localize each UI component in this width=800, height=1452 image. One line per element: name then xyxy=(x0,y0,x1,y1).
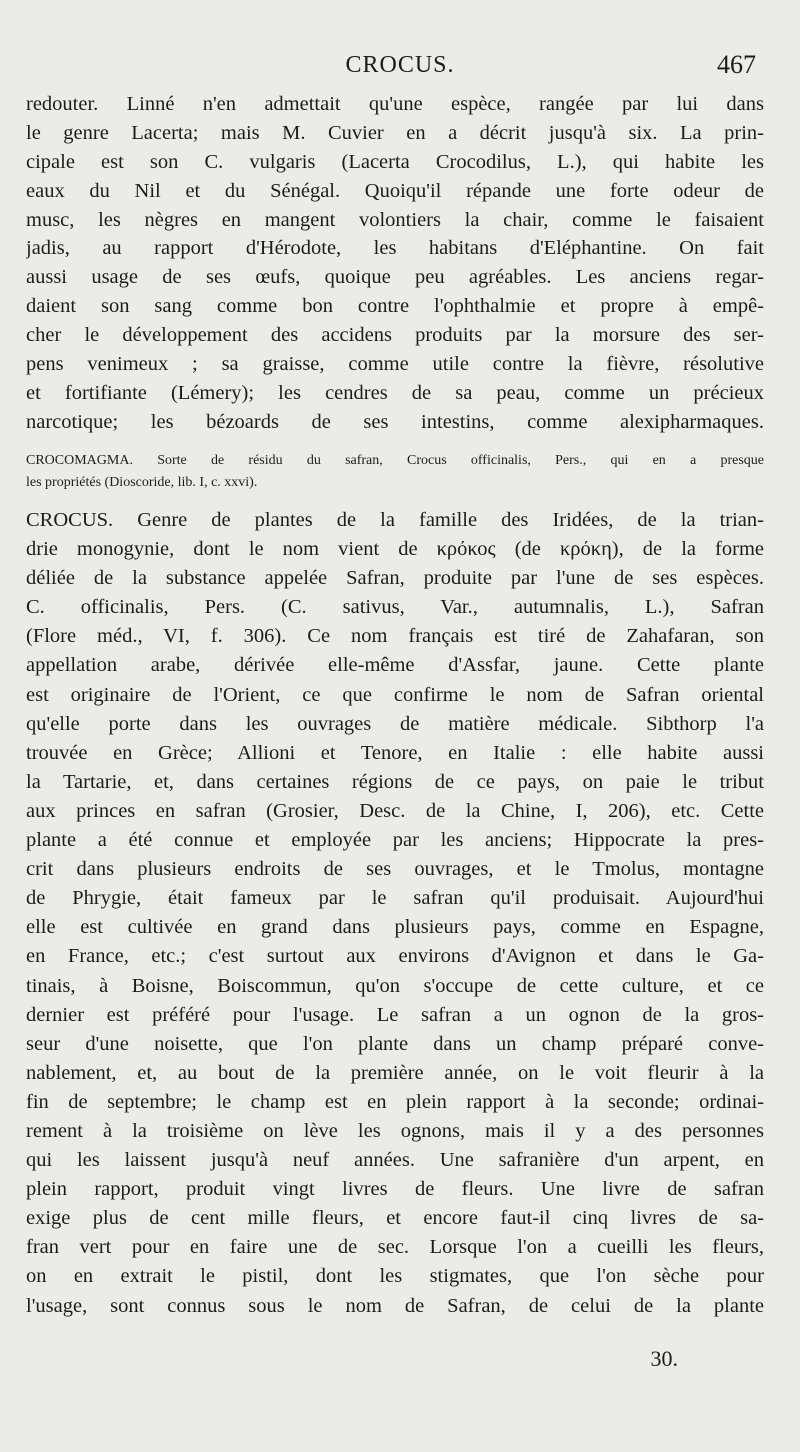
text-line: tinais, à Boisne, Boiscommun, qu'on s'occupe de cette culture, et ce xyxy=(26,974,764,997)
text-line: est originaire de l'Orient, ce que confirme le nom de Safran oriental xyxy=(26,683,764,706)
paragraph-crocodile xyxy=(26,90,764,437)
text-line: redouter. Linné n'en admettait qu'une espèce, rangée par lui dans xyxy=(26,93,764,115)
text-line: cher le développement des accidens produits par la morsure des ser- xyxy=(26,324,764,347)
text-line: trouvée en Grèce; Allioni et Tenore, en Italie : elle habite aussi xyxy=(26,741,764,764)
text-line: la Tartarie, et, dans certaines régions de ce pays, on paie le tribut xyxy=(26,770,764,793)
text-line: rement à la troisième on lève les ognons, mais il y a des personnes xyxy=(26,1119,764,1142)
crocomagma-note xyxy=(26,450,764,494)
text-line: aussi usage de ses œufs, quoique peu agréables. Les anciens regar- xyxy=(26,266,764,289)
text-line: jadis, au rapport d'Hérodote, les habitans d'Eléphantine. On fait xyxy=(26,237,764,260)
page-header xyxy=(0,48,800,88)
text-line: crit dans plusieurs endroits de ses ouvrages, et le Tmolus, montagne xyxy=(26,858,764,881)
text-line: en France, etc.; c'est surtout aux environs d'Avignon et dans le Ga- xyxy=(26,945,764,968)
text-line: et fortifiante (Lémery); les cendres de sa peau, comme un précieux xyxy=(26,381,764,404)
paragraph-crocus xyxy=(26,506,764,1321)
text-line: de Phrygie, était fameux par le safran qu'il produisait. Aujourd'hui xyxy=(26,887,764,910)
text-line: (Flore méd., VI, f. 306). Ce nom français est tiré de Zahafaran, son xyxy=(26,625,764,648)
running-title: CROCUS. xyxy=(345,52,455,78)
text-line: C. officinalis, Pers. (C. sativus, Var., autumnalis, L.), Safran xyxy=(26,596,764,619)
text-line: appellation arabe, dérivée elle-même d'Assfar, jaune. Cette plante xyxy=(26,654,764,677)
text-line: cipale est son C. vulgaris (Lacerta Crocodilus, L.), qui habite les xyxy=(26,150,764,173)
text-line: eaux du Nil et du Sénégal. Quoiqu'il répande une forte odeur de xyxy=(26,179,764,202)
text-line: qui les laissent jusqu'à neuf années. Une safranière d'un arpent, en xyxy=(26,1149,764,1172)
text-line: musc, les nègres en mangent volontiers la chair, comme le faisaient xyxy=(26,208,764,231)
text-line: seur d'une noisette, que l'on plante dans un champ préparé conve- xyxy=(26,1032,764,1055)
text-line: on en extrait le pistil, dont les stigmates, que l'on sèche pour xyxy=(26,1265,764,1288)
text-line: CROCUS. Genre de plantes de la famille des Iridées, de la trian- xyxy=(26,509,764,531)
text-line: nablement, et, au bout de la première année, on le voit fleurir à la xyxy=(26,1061,764,1084)
text-line: drie monogynie, dont le nom vient de κρόκος (de κρόκη), de la forme xyxy=(26,538,764,561)
text-line: déliée de la substance appelée Safran, produite par l'une de ses espèces. xyxy=(26,567,764,590)
text-line: narcotique; les bézoards de ses intestins, comme alexipharmaques. xyxy=(26,410,764,433)
signature-mark: 30. xyxy=(650,1346,678,1371)
text-line: pens venimeux ; sa graisse, comme utile contre la fièvre, résolutive xyxy=(26,353,764,376)
text-line: l'usage, sont connus sous le nom de Safran, de celui de la plante xyxy=(26,1294,764,1317)
note-line: CROCOMAGMA. Sorte de résidu du safran, Crocus officinalis, Pers., qui en a presque xyxy=(26,453,764,468)
note-line: les propriétés (Dioscoride, lib. I, c. xxvi). xyxy=(26,475,258,490)
text-line: dernier est préféré pour l'usage. Le safran a un ognon de la gros- xyxy=(26,1003,764,1026)
text-line: le genre Lacerta; mais M. Cuvier en a décrit jusqu'à six. La prin- xyxy=(26,121,764,144)
text-line: plante a été connue et employée par les anciens; Hippocrate la pres- xyxy=(26,829,764,852)
text-line: fin de septembre; le champ est en plein rapport à la seconde; ordinai- xyxy=(26,1090,764,1113)
text-line: aux princes en safran (Grosier, Desc. de la Chine, I, 206), etc. Cette xyxy=(26,799,764,822)
text-line: qu'elle porte dans les ouvrages de matière médicale. Sibthorp l'a xyxy=(26,712,764,735)
text-line: fran vert pour en faire une de sec. Lorsque l'on a cueilli les fleurs, xyxy=(26,1236,764,1259)
text-line: elle est cultivée en grand dans plusieurs pays, comme en Espagne, xyxy=(26,916,764,939)
text-line: exige plus de cent mille fleurs, et encore faut-il cinq livres de sa- xyxy=(26,1207,764,1230)
text-line: daient son sang comme bon contre l'ophthalmie et propre à empê- xyxy=(26,295,764,318)
page-number: 467 xyxy=(717,50,756,79)
text-line: plein rapport, produit vingt livres de fleurs. Une livre de safran xyxy=(26,1178,764,1201)
